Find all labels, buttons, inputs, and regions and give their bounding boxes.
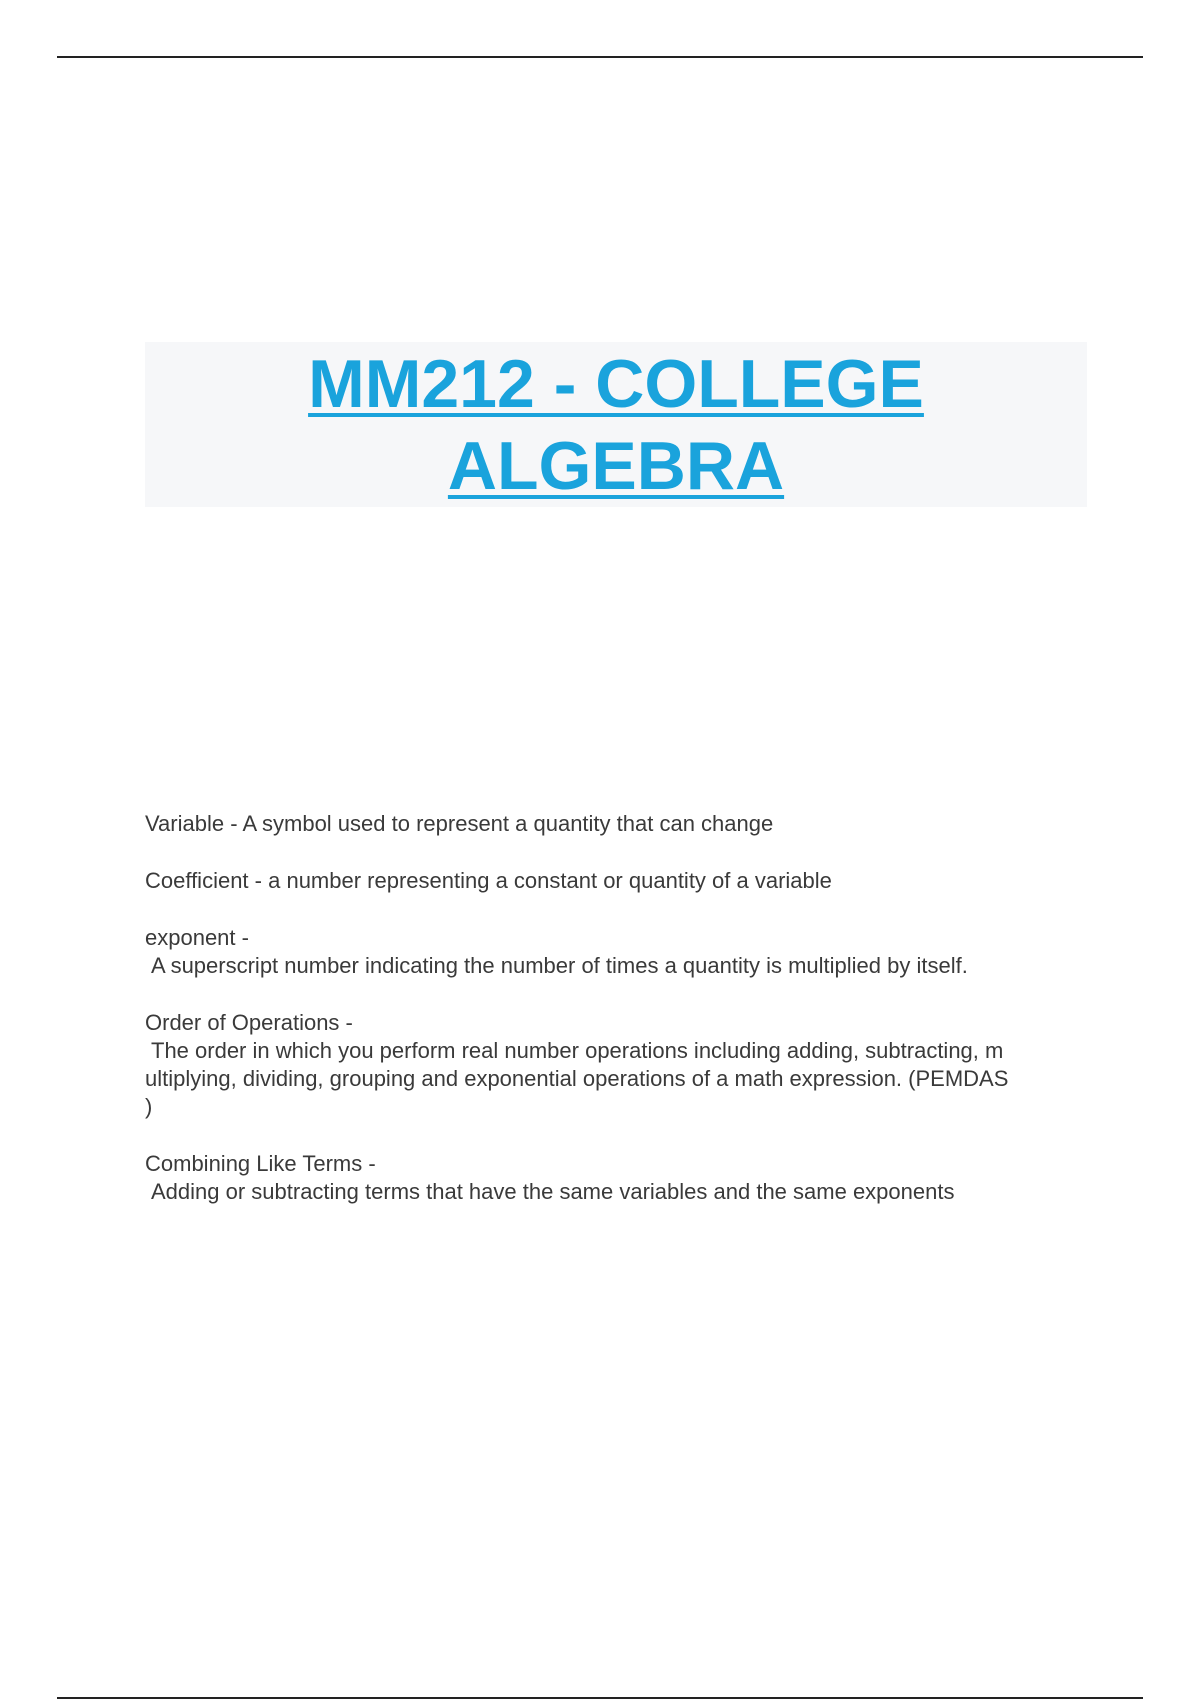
entry-definition-line-2: ultiplying, dividing, grouping and exponential operations of a math expression. (PEMDAS [145, 1066, 1009, 1091]
title-banner [145, 342, 1087, 507]
entry-definition: Adding or subtracting terms that have the same variables and the same exponents [151, 1179, 955, 1204]
entry-line [145, 810, 1090, 838]
entry-definition: A superscript number indicating the number of times a quantity is multiplied by itself. [151, 953, 968, 978]
entry-term: Combining Like Terms - [145, 1151, 376, 1176]
glossary-entry-coefficient [145, 867, 1090, 895]
entry-line [145, 867, 1090, 895]
glossary-list [145, 810, 1090, 1235]
entry-definition: A symbol used to represent a quantity that can change [242, 811, 774, 836]
glossary-entry-combining-like-terms [145, 1150, 1090, 1206]
entry-term: Order of Operations - [145, 1010, 353, 1035]
entry-definition-line-1: The order in which you perform real number operations including adding, subtracting, m [151, 1038, 1004, 1063]
entry-term: exponent - [145, 925, 249, 950]
title-link-line-1[interactable]: MM212 - COLLEGE [308, 345, 924, 422]
glossary-entry-exponent [145, 924, 1090, 980]
top-rule [57, 56, 1143, 58]
entry-definition-line-3: ) [145, 1094, 153, 1119]
entry-term: Variable - [145, 811, 238, 836]
glossary-entry-variable [145, 810, 1090, 838]
entry-term: Coefficient - [145, 868, 262, 893]
title-link-line-2[interactable]: ALGEBRA [447, 427, 785, 504]
bottom-rule [57, 1697, 1143, 1699]
entry-definition: a number representing a constant or quantity of a variable [268, 868, 832, 893]
glossary-entry-order-of-operations [145, 1009, 1090, 1121]
